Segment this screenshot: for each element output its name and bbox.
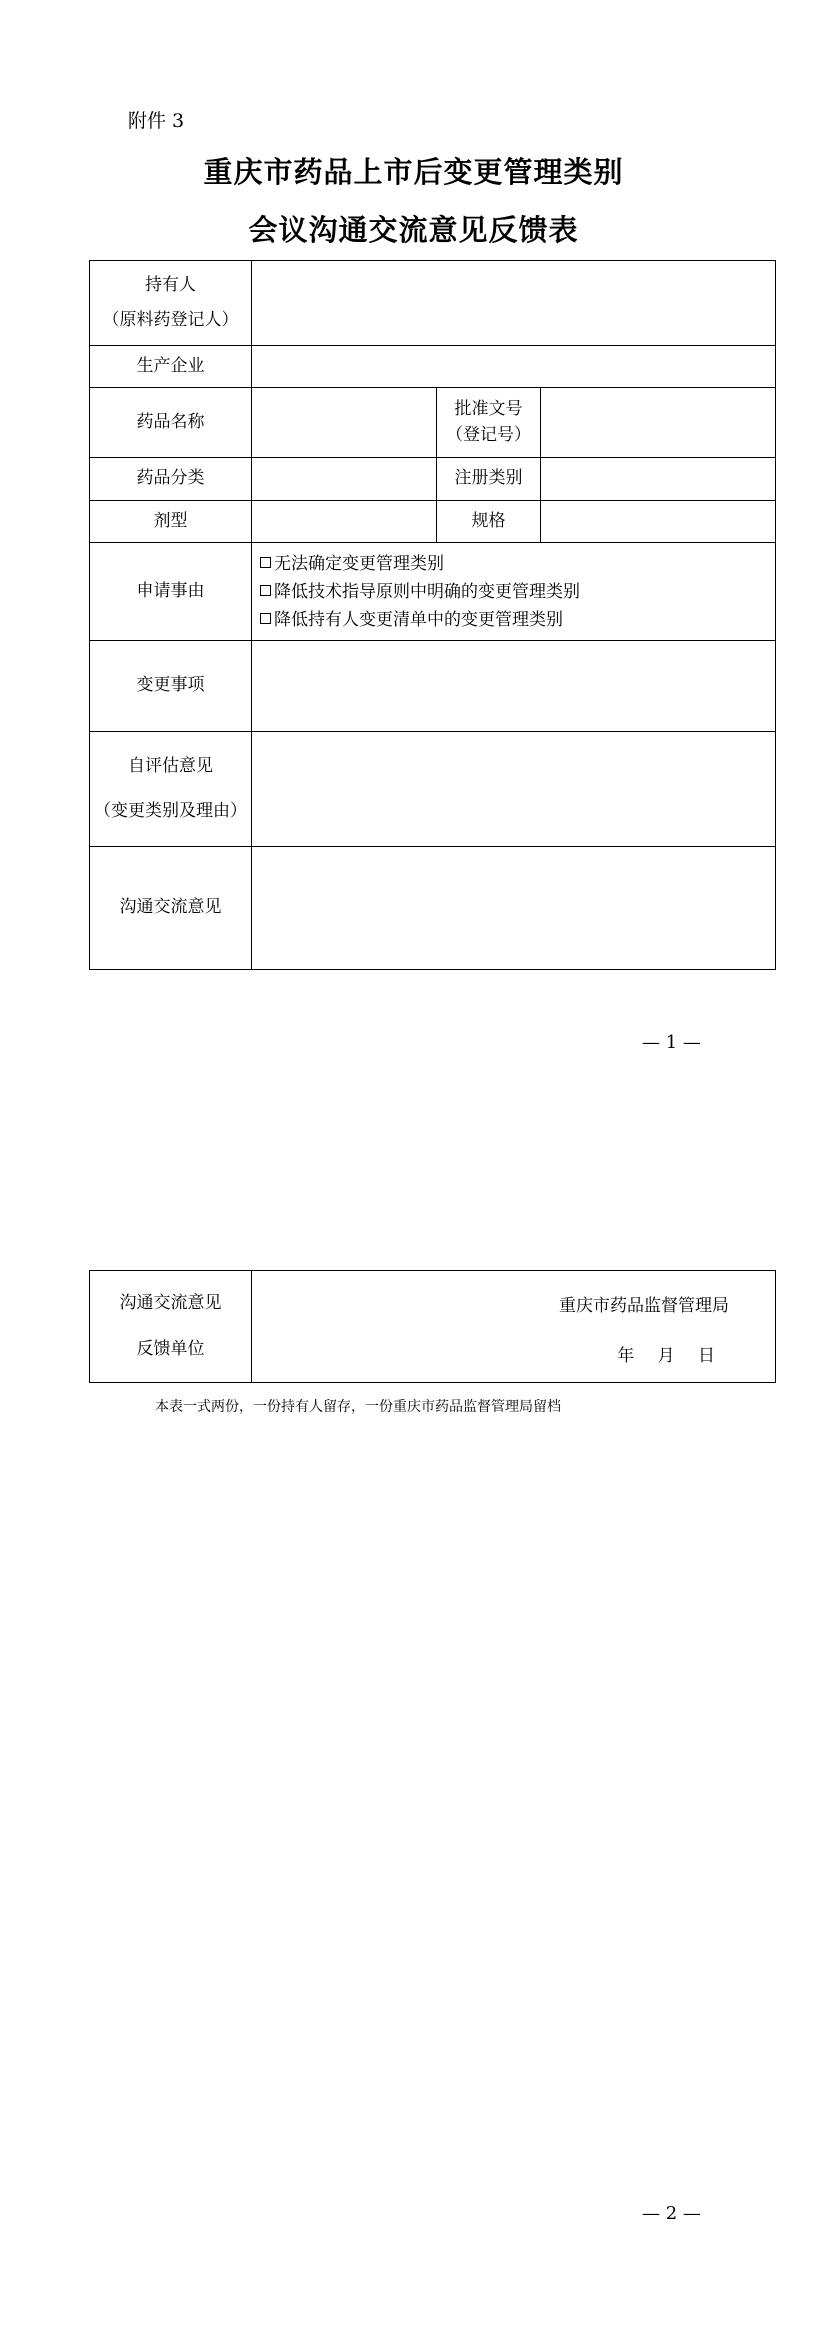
registration-category-value-cell[interactable] [541,458,776,501]
feedback-label-line1: 沟通交流意见 [119,1293,222,1313]
approval-no-label-line2: （登记号） [446,424,531,445]
manufacturer-label: 生产企业 [90,346,252,388]
row-change-items [90,641,776,732]
drug-category-label: 药品分类 [90,458,252,501]
feedback-unit-label [90,1271,252,1383]
row-drug-category [90,458,776,501]
attachment-label: 附件 3 [128,110,185,132]
row-self-evaluation [90,732,776,847]
approval-no-value-cell[interactable] [541,388,776,458]
drug-name-label: 药品名称 [90,388,252,458]
row-manufacturer [90,346,776,388]
page-number-2: — 2 — [642,2203,701,2224]
holder-label-line2: （原料药登记人） [102,310,239,330]
checkbox-icon[interactable] [260,557,271,568]
self-eval-label [90,732,252,847]
reason-option-3-text: 降低持有人变更清单中的变更管理类别 [274,609,563,630]
reason-option-1[interactable] [260,550,775,578]
form-title-line2: 会议沟通交流意见反馈表 [248,213,579,247]
form-title-line1: 重庆市药品上市后变更管理类别 [203,155,624,189]
checkbox-icon[interactable] [260,585,271,596]
feedback-organization: 重庆市药品监督管理局 [559,1296,729,1316]
application-reason-label: 申请事由 [90,543,252,641]
approval-no-label-line1: 批准文号 [454,399,523,419]
holder-value-cell[interactable] [252,261,776,346]
row-application-reason [90,543,776,641]
feedback-value-cell[interactable] [252,1271,776,1383]
self-eval-label-line2: （变更类别及理由） [94,801,247,821]
row-communication-opinion [90,847,776,970]
self-eval-value-cell[interactable] [252,732,776,847]
change-items-label: 变更事项 [90,641,252,732]
holder-label-line1: 持有人 [145,274,196,295]
feedback-label-line2: 反馈单位 [136,1338,205,1359]
reason-option-3[interactable] [260,606,775,634]
communication-opinion-value-cell[interactable] [252,847,776,970]
drug-name-value-cell[interactable] [252,388,437,458]
self-eval-label-line1: 自评估意见 [128,755,213,776]
reason-option-1-text: 无法确定变更管理类别 [274,553,444,574]
form-note: 本表一式两份，一份持有人留存，一份重庆市药品监督管理局留档 [155,1399,561,1415]
communication-opinion-label: 沟通交流意见 [90,847,252,970]
reason-option-2[interactable] [260,578,775,606]
dosage-form-value-cell[interactable] [252,501,437,543]
approval-no-label [437,388,541,458]
feedback-table [89,1270,776,1383]
checkbox-icon[interactable] [260,613,271,624]
page-number-1: — 1 — [642,1032,701,1053]
application-reason-options [252,543,776,641]
change-category-form-table [89,260,776,970]
row-drug-name [90,388,776,458]
dosage-form-label: 剂型 [90,501,252,543]
holder-label [90,261,252,346]
row-feedback-unit [90,1271,776,1383]
row-holder [90,261,776,346]
specification-value-cell[interactable] [541,501,776,543]
specification-label: 规格 [437,501,541,543]
change-items-value-cell[interactable] [252,641,776,732]
feedback-date: 年 月 日 [617,1346,715,1366]
manufacturer-value-cell[interactable] [252,346,776,388]
row-dosage-form [90,501,776,543]
drug-category-value-cell[interactable] [252,458,437,501]
reason-option-2-text: 降低技术指导原则中明确的变更管理类别 [274,581,580,602]
registration-category-label: 注册类别 [437,458,541,501]
